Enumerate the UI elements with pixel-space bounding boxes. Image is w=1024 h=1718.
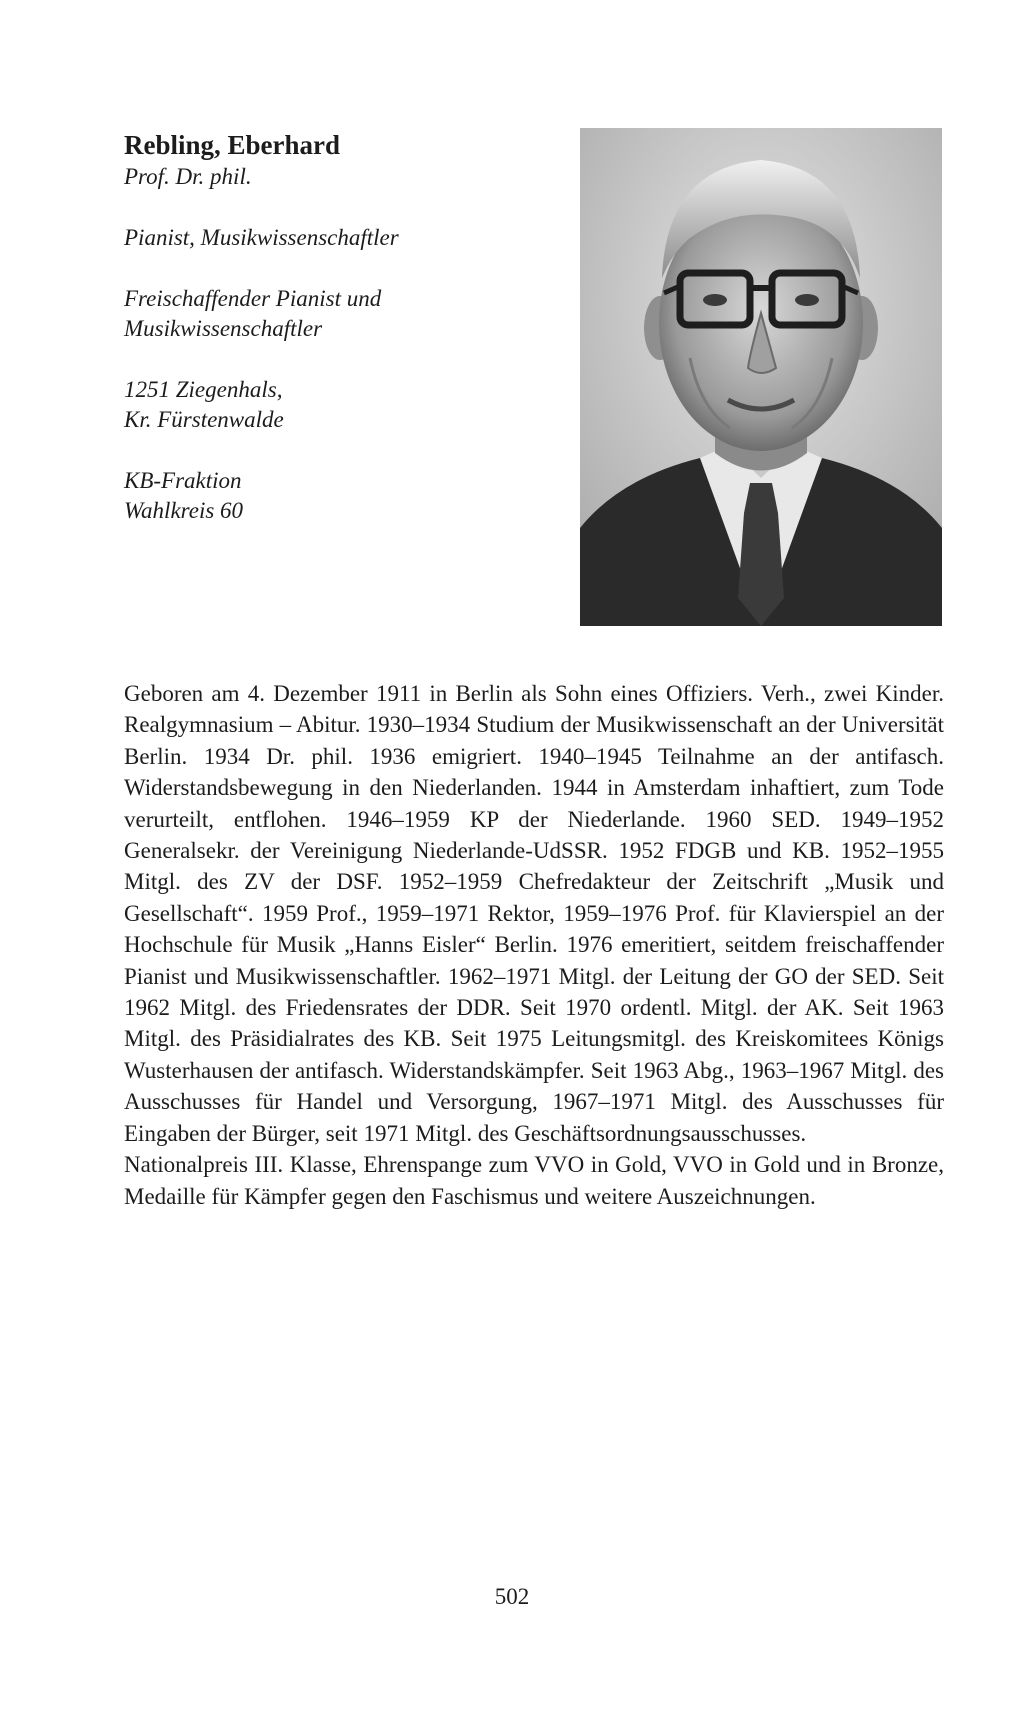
address-line: 1251 Ziegenhals,: [124, 377, 283, 402]
occupation-line: Musikwissenschaftler: [124, 316, 323, 341]
person-name: Rebling, Eberhard: [124, 130, 341, 160]
occupation-line: Freischaffender Pianist und: [124, 286, 382, 311]
portrait-photo: [580, 128, 942, 626]
fraction-block: [124, 466, 554, 526]
profession: Pianist, Musikwissenschaftler: [124, 225, 399, 250]
biography-awards: Nationalpreis III. Klasse, Ehrenspange zum VVO in Gold, VVO in Gold und in Bronze, Medaille für Kämpfer gegen den Faschismus und weitere Auszeichnungen.: [124, 1152, 944, 1209]
profession-block: [124, 223, 554, 253]
biography: [124, 678, 944, 1212]
page-number: 502: [494, 1584, 530, 1609]
fraction-line: KB-Fraktion: [124, 468, 242, 493]
entry-header: [124, 128, 554, 526]
occupation-block: [124, 284, 554, 344]
biography-main: Geboren am 4. Dezember 1911 in Berlin als Sohn eines Offiziers. Verh., zwei Kinder. Realgymnasium – Abitur. 1930–1934 Studium der Musikwissenschaft an der Universität Berlin. 1934 Dr. phil. 1936 emigriert. 1940–1945 Teilnahme an der antifasch. Widerstandsbewegung in den Niederlanden. 1944 in Amsterdam inhaftiert, zum Tode verurteilt, entflohen. 1946–1959 KP der Niederlande. 1960 SED. 1949–1952 Generalsekr. der Vereinigung Niederlande-UdSSR. 1952 FDGB und KB. 1952–1955 Mitgl. des ZV der DSF. 1952–1959 Chefredakteur der Zeitschrift „Musik und Gesellschaft“. 1959 Prof., 1959–1971 Rektor, 1959–1976 Prof. für Klavierspiel an der Hochschule für Musik „Hanns Eisler“ Berlin. 1976 emeritiert, seitdem freischaffender Pianist und Musikwissenschaftler. 1962–1971 Mitgl. der Leitung der GO der SED. Seit 1962 Mitgl. des Friedensrates der DDR. Seit 1970 ordentl. Mitgl. der AK. Seit 1963 Mitgl. des Präsidialrates des KB. Seit 1975 Leitungsmitgl. des Kreiskomitees Königs Wusterhausen der antifasch. Widerstandskämpfer. Seit 1963 Abg., 1963–1967 Mitgl. des Ausschusses für Handel und Versorgung, 1967–1971 Mitgl. des Ausschusses für Eingaben der Bürger, seit 1971 Mitgl. des Geschäftsordnungsausschusses.: [124, 681, 944, 1146]
address-block: [124, 375, 554, 435]
address-line: Kr. Fürstenwalde: [124, 407, 284, 432]
academic-title: Prof. Dr. phil.: [124, 164, 252, 189]
portrait-image: [580, 128, 942, 626]
fraction-line: Wahlkreis 60: [124, 498, 244, 523]
